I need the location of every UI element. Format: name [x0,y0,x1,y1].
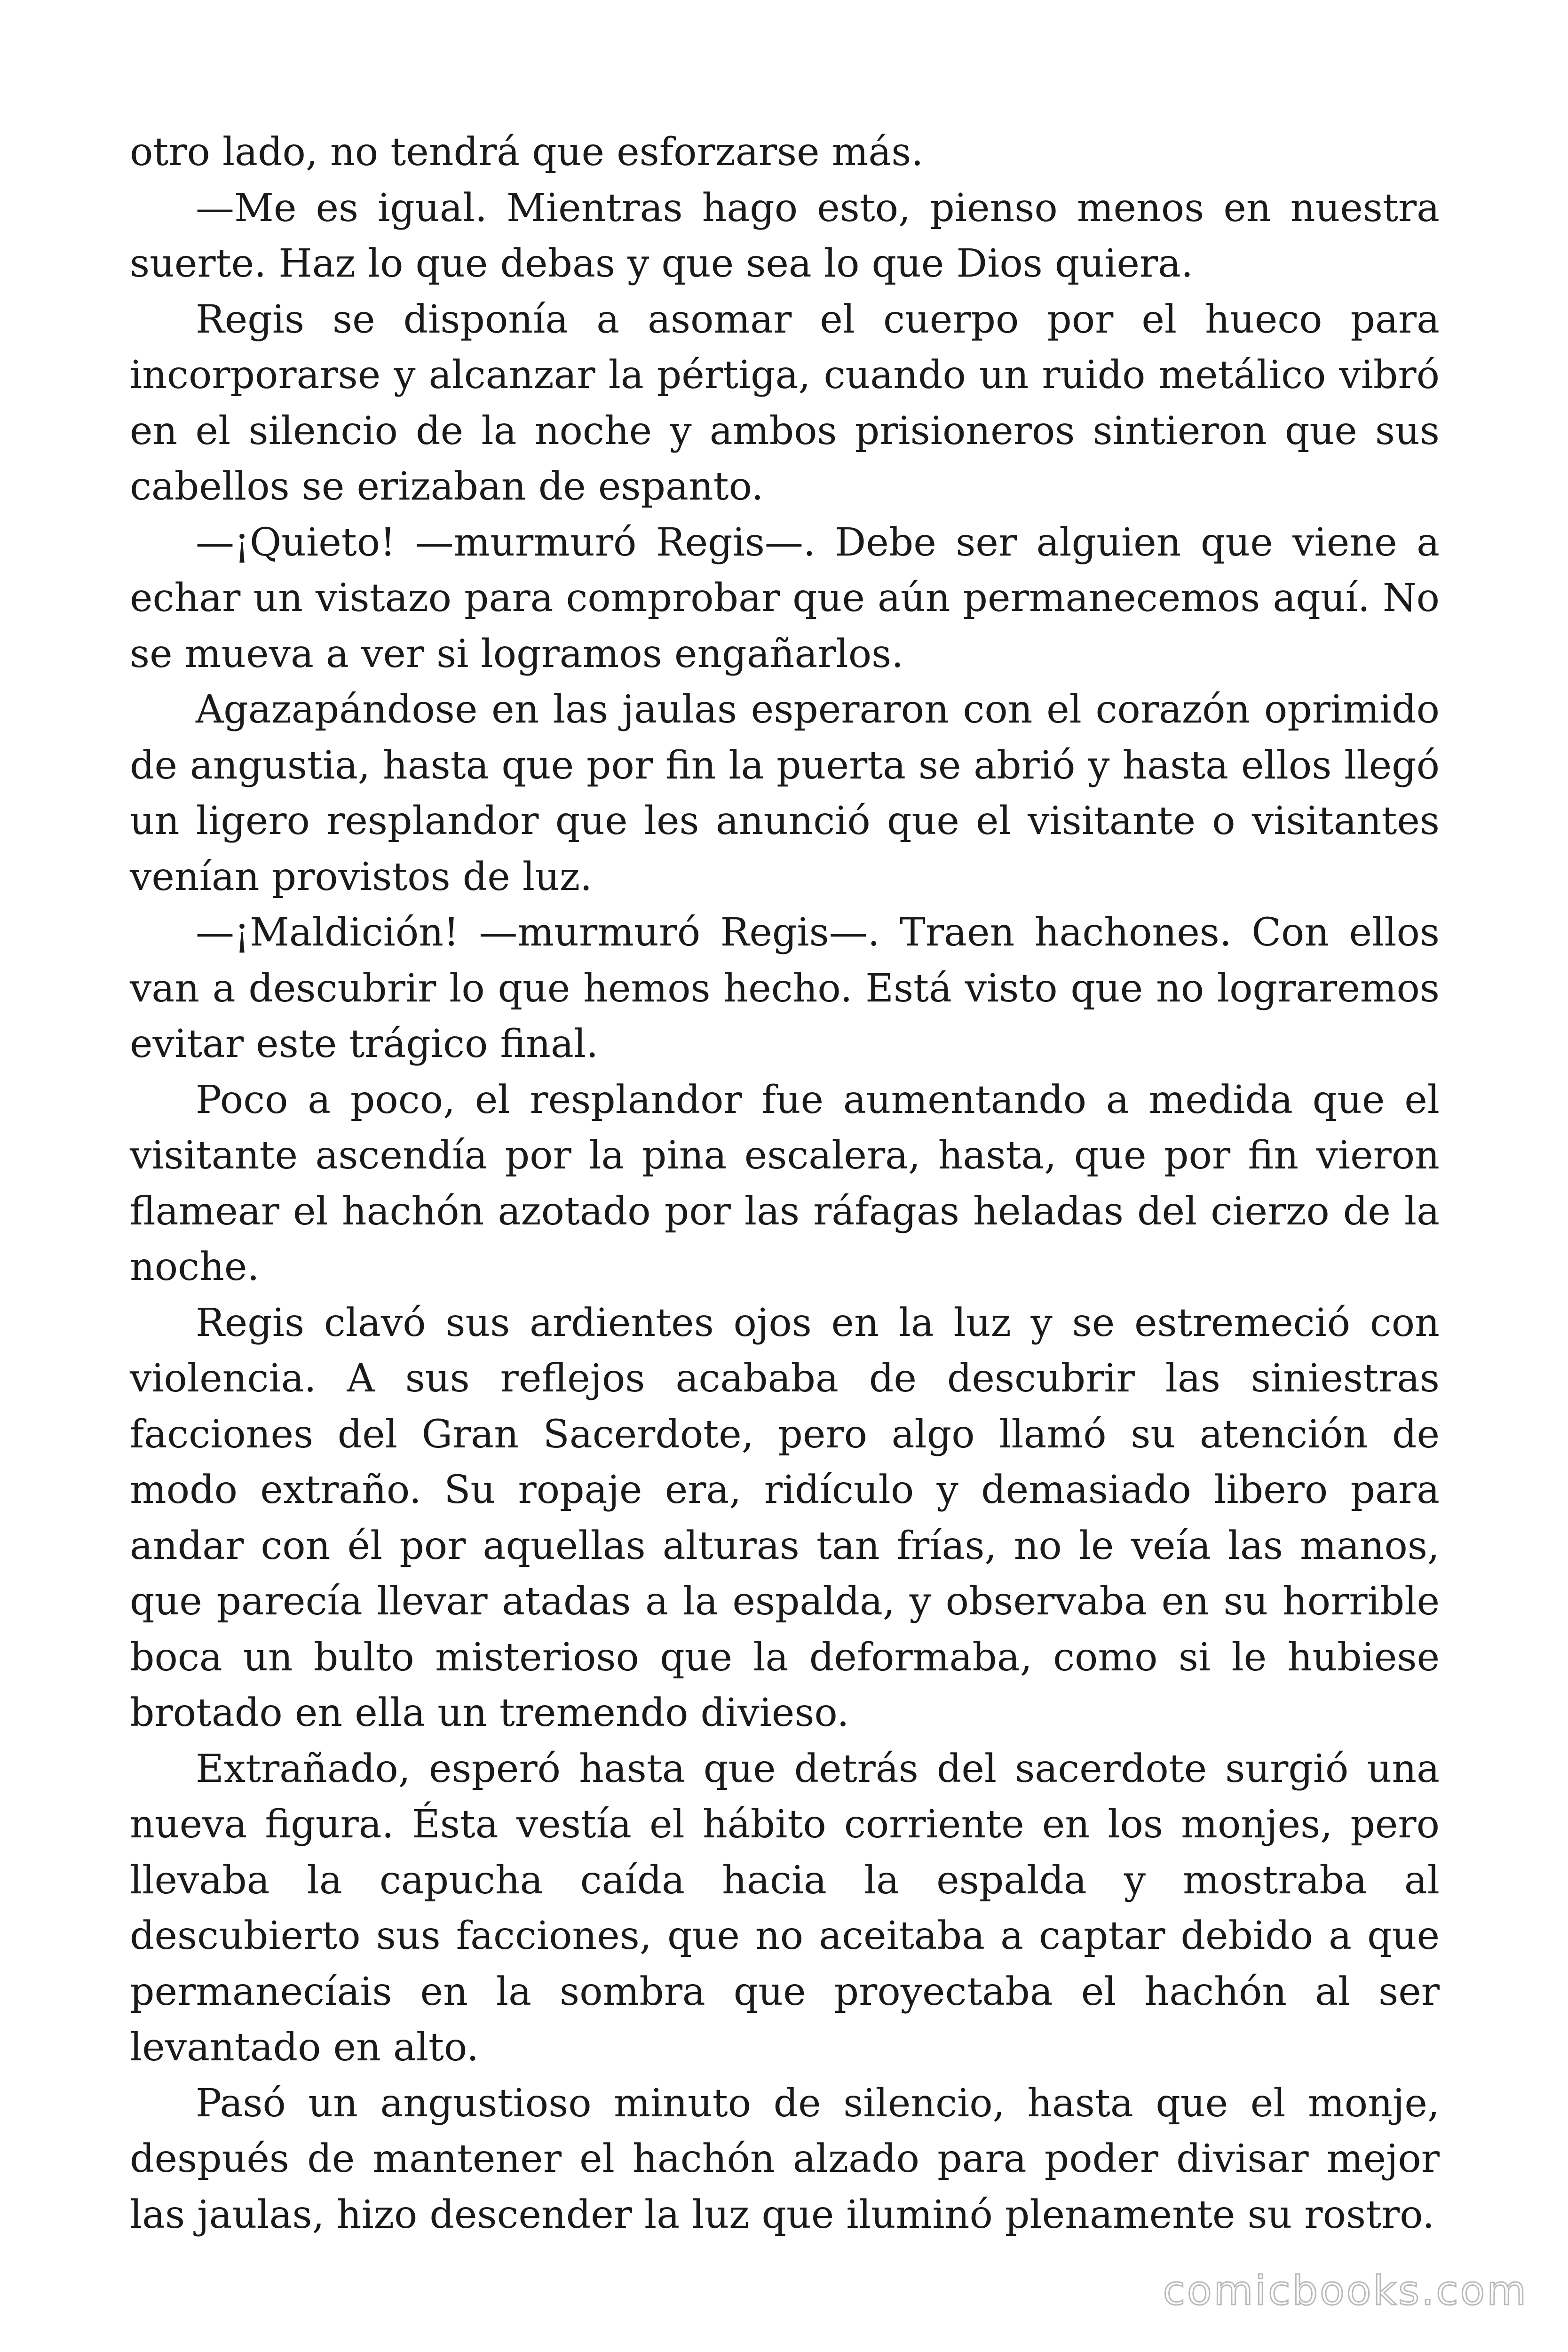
paragraph: Regis se disponía a asomar el cuerpo por el hueco para incorporarse y alcanzar la pértiga, cuando un ruido metálico vibró en el silencio de la noche y ambos prisioneros sintieron que sus cabellos se erizaban de espanto. [130,297,1440,509]
paragraph: —¡Maldición! —murmuró Regis—. Traen hachones. Con ellos van a descubrir lo que hemos hecho. Está visto que no lograremos evitar este trágico final. [130,910,1440,1066]
watermark: comicbooks.com [1163,2267,1528,2314]
page-body [130,125,1440,2243]
paragraph: Extrañado, esperó hasta que detrás del sacerdote surgió una nueva figura. Ésta vestía el hábito corriente en los monjes, pero llevaba la capucha caída hacia la espalda y mostraba al descubierto sus facciones, que no aceitaba a captar debido a que permanecíais en la sombra que proyectaba el hachón al ser levantado en alto. [130,1746,1440,2070]
paragraph: —¡Quieto! —murmuró Regis—. Debe ser alguien que viene a echar un vistazo para comprobar que aún permanecemos aquí. No se mueva a ver si logramos engañarlos. [130,520,1440,676]
paragraph: —Me es igual. Mientras hago esto, pienso menos en nuestra suerte. Haz lo que debas y que sea lo que Dios quiera. [130,185,1440,286]
paragraph: Poco a poco, el resplandor fue aumentando a medida que el visitante ascendía por la pina escalera, hasta, que por fin vieron flamear el hachón azotado por las ráfagas heladas del cierzo de la noche. [130,1077,1440,1289]
paragraph: Pasó un angustioso minuto de silencio, hasta que el monje, después de mantener el hachón alzado para poder divisar mejor las jaulas, hizo descender la luz que iluminó plenamente su rostro. [130,2081,1440,2237]
paragraph: Regis clavó sus ardientes ojos en la luz y se estremeció con violencia. A sus reflejos acababa de descubrir las siniestras facciones del Gran Sacerdote, pero algo llamó su atención de modo extraño. Su ropaje era, ridículo y demasiado libero para andar con él por aquellas alturas tan frías, no le veía las manos, que parecía llevar atadas a la espalda, y observaba en su horrible boca un bulto misterioso que la deformaba, como si le hubiese brotado en ella un tremendo divieso. [130,1300,1440,1735]
paragraph: otro lado, no tendrá que esforzarse más. [130,130,924,175]
paragraph: Agazapándose en las jaulas esperaron con el corazón oprimido de angustia, hasta que por fin la puerta se abrió y hasta ellos llegó un ligero resplandor que les anunció que el visitante o visitantes venían provistos de luz. [130,687,1440,899]
